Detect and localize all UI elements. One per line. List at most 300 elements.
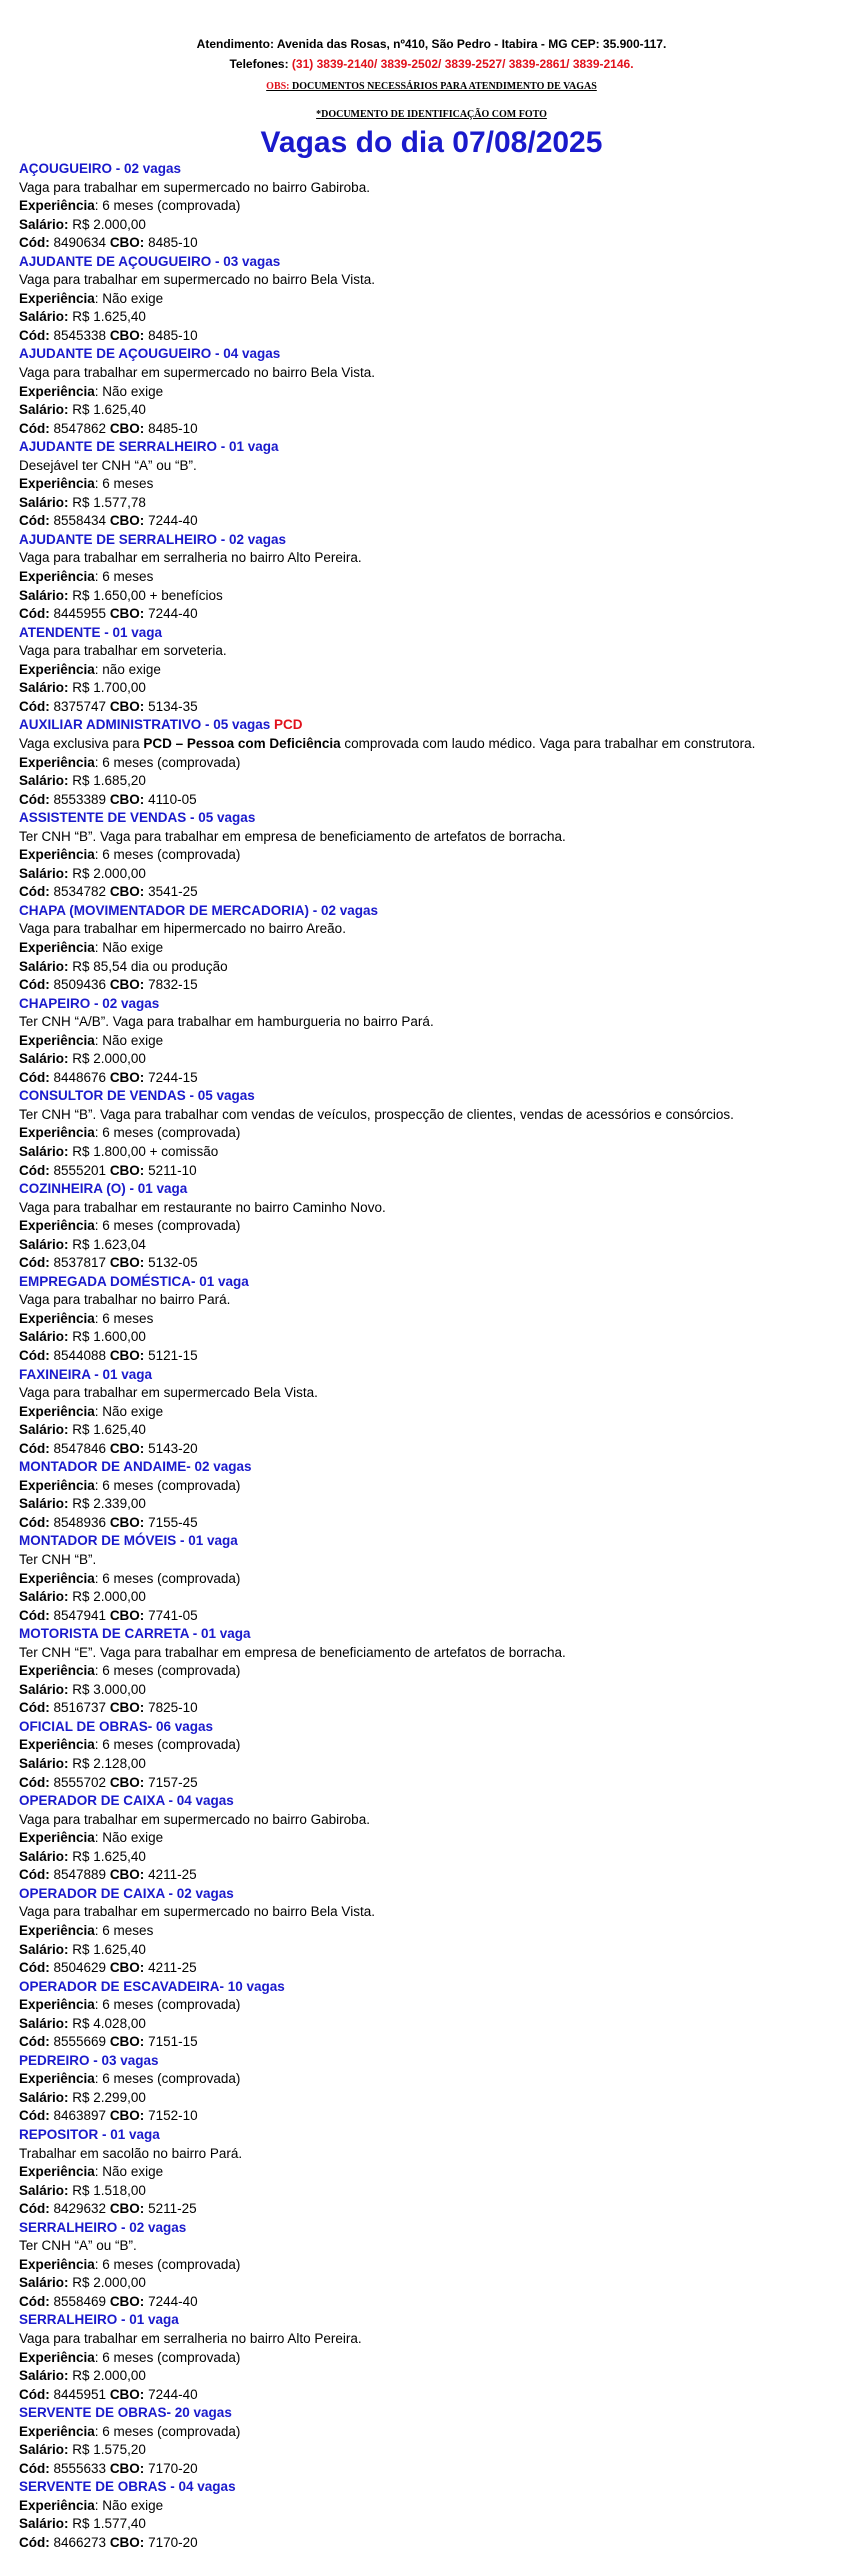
cod-value: 8445955: [49, 606, 110, 622]
job-codes: [19, 1607, 853, 1626]
experience-label: Experiência: [19, 2497, 95, 2513]
experience-value: : 6 meses (comprovada): [94, 2423, 241, 2439]
job-codes: [19, 1254, 853, 1273]
required-document-line: *DOCUMENTO DE IDENTIFICAÇÃO COM FOTO: [316, 109, 547, 120]
salary-value: R$ 1.518,00: [68, 2182, 146, 2198]
job-listing: [19, 1532, 853, 1625]
salary-label: Salário:: [19, 1589, 69, 1605]
job-experience: [19, 383, 853, 402]
job-title-text: OFICIAL DE OBRAS- 06 vagas: [19, 1718, 214, 1734]
job-description: Vaga para trabalhar em serralheria no bairro Alto Pereira.: [19, 550, 362, 566]
page-title: Vagas do dia 07/08/2025: [260, 126, 603, 159]
cbo-value: 7157-25: [144, 1774, 198, 1790]
obs-text: DOCUMENTOS NECESSÁRIOS PARA ATENDIMENTO DE VAGAS: [289, 81, 597, 92]
job-title: [19, 1180, 853, 1199]
salary-value: R$ 2.000,00: [68, 216, 146, 232]
experience-label: Experiência: [19, 1922, 95, 1938]
salary-label: Salário:: [19, 1236, 69, 1252]
job-salary: [19, 1681, 853, 1700]
cbo-value: 5121-15: [144, 1348, 198, 1363]
cod-value: 8555633: [49, 2460, 110, 2476]
salary-value: R$ 2.000,00: [68, 2368, 146, 2384]
job-title: [19, 1458, 853, 1477]
job-experience: [19, 1477, 853, 1496]
job-codes: [19, 976, 853, 995]
salary-label: Salário:: [19, 309, 69, 325]
cbo-value: 7741-05: [144, 1607, 198, 1623]
experience-value: : 6 meses: [94, 476, 154, 492]
job-salary: [19, 958, 853, 977]
cbo-value: 5211-25: [144, 2201, 197, 2217]
cbo-label: CBO:: [109, 2535, 145, 2550]
cbo-value: 7825-10: [144, 1700, 198, 1716]
job-listing: [19, 1180, 853, 1273]
cbo-value: 5143-20: [144, 1440, 198, 1456]
salary-label: Salário:: [19, 1848, 69, 1864]
cod-value: 8445951: [49, 2386, 110, 2402]
cbo-value: 7244-40: [144, 2386, 198, 2402]
job-title: [19, 1978, 853, 1997]
job-experience: [19, 1662, 853, 1681]
job-codes: [19, 2293, 853, 2312]
job-listing: [19, 2478, 853, 2552]
cbo-label: CBO:: [109, 1867, 145, 1883]
cbo-label: CBO:: [109, 1255, 145, 1271]
job-description: Vaga para trabalhar em hipermercado no bairro Areão.: [19, 921, 346, 937]
salary-label: Salário:: [19, 2368, 69, 2384]
job-experience: [19, 1570, 853, 1589]
job-description: Vaga para trabalhar em serralheria no bairro Alto Pereira.: [19, 2330, 362, 2346]
cod-value: 8544088: [49, 1348, 110, 1363]
job-description: Vaga para trabalhar em supermercado Bela Vista.: [19, 1385, 318, 1401]
salary-value: R$ 1.625,40: [68, 1941, 146, 1957]
job-salary: [19, 865, 853, 884]
job-description-part: PCD – Pessoa com Deficiência: [143, 735, 341, 751]
job-listing: [19, 1458, 853, 1532]
salary-value: R$ 2.000,00: [68, 1051, 146, 1067]
job-listing: [19, 716, 853, 809]
cbo-label: CBO:: [109, 2201, 145, 2217]
experience-label: Experiência: [19, 569, 95, 585]
job-title: [19, 809, 853, 828]
cod-label: Cód:: [19, 884, 50, 900]
cod-label: Cód:: [19, 2460, 50, 2476]
salary-label: Salário:: [19, 2442, 69, 2458]
cbo-label: CBO:: [109, 2034, 145, 2050]
job-codes: [19, 234, 853, 253]
page-header: [0, 0, 863, 123]
job-salary: [19, 401, 853, 420]
experience-value: : 6 meses (comprovada): [94, 2349, 241, 2365]
job-experience: [19, 290, 853, 309]
job-title-text: COZINHEIRA (O) - 01 vaga: [19, 1181, 188, 1197]
salary-label: Salário:: [19, 587, 69, 603]
cbo-value: 5132-05: [144, 1255, 198, 1271]
salary-value: R$ 1.800,00 + comissão: [68, 1143, 219, 1159]
cod-value: 8504629: [49, 1960, 110, 1976]
experience-value: : 6 meses (comprovada): [94, 1477, 241, 1493]
experience-label: Experiência: [19, 754, 95, 770]
job-experience: [19, 2256, 853, 2275]
job-description: Ter CNH “E”. Vaga para trabalhar em empresa de beneficiamento de artefatos de borracha.: [19, 1644, 566, 1660]
experience-value: : 6 meses (comprovada): [94, 754, 241, 770]
address-text: Avenida das Rosas, nº410, São Pedro - Itabira - MG CEP: 35.900-117.: [276, 37, 667, 51]
cbo-value: 8485-10: [144, 235, 198, 251]
experience-value: : não exige: [94, 661, 161, 677]
job-list: [0, 160, 863, 2553]
experience-label: Experiência: [19, 2256, 95, 2272]
job-salary: [19, 1495, 853, 1514]
cbo-value: 7155-45: [144, 1514, 198, 1530]
job-codes: [19, 1347, 853, 1366]
job-experience: [19, 1124, 853, 1143]
salary-value: R$ 1.577,78: [68, 494, 146, 510]
job-codes: [19, 327, 853, 346]
cbo-label: CBO:: [109, 791, 145, 807]
job-description: Desejável ter CNH “A” ou “B”.: [19, 457, 197, 473]
cod-label: Cód:: [19, 1774, 50, 1790]
cod-value: 8555669: [49, 2034, 110, 2050]
job-title-text: MONTADOR DE MÓVEIS - 01 vaga: [19, 1533, 238, 1549]
salary-label: Salário:: [19, 2015, 69, 2031]
job-codes: [19, 1866, 853, 1885]
cod-value: 8558469: [49, 2293, 110, 2309]
experience-value: : Não exige: [94, 290, 164, 306]
cod-label: Cód:: [19, 513, 50, 529]
salary-label: Salário:: [19, 1941, 69, 1957]
job-codes: [19, 420, 853, 439]
experience-label: Experiência: [19, 1310, 95, 1326]
job-codes: [19, 512, 853, 531]
cod-label: Cód:: [19, 327, 50, 343]
cbo-value: 7244-40: [144, 606, 198, 622]
job-description: Vaga para trabalhar em supermercado no bairro Bela Vista.: [19, 365, 375, 381]
cod-value: 8547862: [49, 420, 110, 436]
cod-value: 8466273: [49, 2535, 110, 2550]
cod-value: 8555702: [49, 1774, 110, 1790]
job-title-text: CONSULTOR DE VENDAS - 05 vagas: [19, 1088, 255, 1104]
cbo-value: 8485-10: [144, 420, 198, 436]
cod-value: 8534782: [49, 884, 110, 900]
job-experience: [19, 2070, 853, 2089]
cod-label: Cód:: [19, 1162, 50, 1178]
cbo-value: 5134-35: [144, 698, 198, 714]
job-experience: [19, 2349, 853, 2368]
job-title-text: OPERADOR DE ESCAVADEIRA- 10 vagas: [19, 1978, 285, 1994]
salary-value: R$ 2.000,00: [68, 1589, 146, 1605]
job-listing: [19, 1366, 853, 1459]
job-salary: [19, 2274, 853, 2293]
experience-label: Experiência: [19, 1663, 95, 1679]
salary-value: R$ 2.128,00: [68, 1756, 146, 1772]
cbo-label: CBO:: [109, 1348, 145, 1363]
salary-label: Salário:: [19, 1051, 69, 1067]
job-experience: [19, 661, 853, 680]
cbo-label: CBO:: [109, 698, 145, 714]
cod-label: Cód:: [19, 2108, 50, 2124]
salary-value: R$ 3.000,00: [68, 1681, 146, 1697]
job-listing: [19, 438, 853, 531]
salary-label: Salário:: [19, 2516, 69, 2532]
job-description: Ter CNH “A/B”. Vaga para trabalhar em hamburgueria no bairro Pará.: [19, 1014, 434, 1030]
cod-value: 8553389: [49, 791, 110, 807]
job-title-text: CHAPA (MOVIMENTADOR DE MERCADORIA) - 02 vagas: [19, 902, 379, 918]
job-listing: [19, 345, 853, 438]
address-line: [0, 34, 863, 54]
job-title: [19, 1885, 853, 1904]
job-listing: [19, 624, 853, 717]
job-experience: [19, 2163, 853, 2182]
job-experience: [19, 1736, 853, 1755]
job-codes: [19, 1069, 853, 1088]
experience-label: Experiência: [19, 476, 95, 492]
experience-value: : 6 meses: [94, 1310, 154, 1326]
cbo-label: CBO:: [109, 1440, 145, 1456]
experience-value: : Não exige: [94, 2164, 164, 2180]
cod-label: Cód:: [19, 1607, 50, 1623]
job-listing: [19, 809, 853, 902]
phones-label: Telefones:: [229, 57, 289, 71]
job-experience: [19, 754, 853, 773]
salary-label: Salário:: [19, 1681, 69, 1697]
job-listing: [19, 1792, 853, 1885]
job-title-text: SERVENTE DE OBRAS - 04 vagas: [19, 2479, 236, 2495]
experience-value: : 6 meses (comprovada): [94, 1125, 241, 1141]
cod-label: Cód:: [19, 2201, 50, 2217]
job-title-text: AJUDANTE DE SERRALHEIRO - 01 vaga: [19, 439, 279, 455]
cbo-value: 3541-25: [144, 884, 198, 900]
cod-label: Cód:: [19, 2034, 50, 2050]
job-title-text: SERRALHEIRO - 01 vaga: [19, 2312, 179, 2328]
job-title: [19, 2219, 853, 2238]
cod-value: 8516737: [49, 1700, 110, 1716]
job-experience: [19, 939, 853, 958]
cbo-value: 8485-10: [144, 327, 198, 343]
job-codes: [19, 2107, 853, 2126]
job-salary: [19, 1588, 853, 1607]
salary-label: Salário:: [19, 2182, 69, 2198]
cod-value: 8547889: [49, 1867, 110, 1883]
cbo-value: 7152-10: [144, 2108, 198, 2124]
job-salary: [19, 2441, 853, 2460]
cod-label: Cód:: [19, 1960, 50, 1976]
cbo-label: CBO:: [109, 420, 145, 436]
job-title: [19, 345, 853, 364]
salary-value: R$ 1.625,40: [68, 1848, 146, 1864]
job-experience: [19, 1217, 853, 1236]
cbo-label: CBO:: [109, 2293, 145, 2309]
cod-label: Cód:: [19, 2535, 50, 2550]
salary-value: R$ 1.600,00: [68, 1329, 146, 1345]
job-listing: [19, 2311, 853, 2404]
experience-value: : Não exige: [94, 1403, 164, 1419]
job-description: Vaga para trabalhar em supermercado no bairro Gabiroba.: [19, 179, 370, 195]
job-title-text: SERVENTE DE OBRAS- 20 vagas: [19, 2405, 232, 2421]
salary-value: R$ 1.625,40: [68, 1422, 146, 1438]
job-experience: [19, 1032, 853, 1051]
cod-label: Cód:: [19, 1440, 50, 1456]
experience-value: : 6 meses (comprovada): [94, 1663, 241, 1679]
job-description: Vaga para trabalhar em restaurante no bairro Caminho Novo.: [19, 1199, 386, 1215]
cod-label: Cód:: [19, 977, 50, 993]
job-codes: [19, 1514, 853, 1533]
salary-label: Salário:: [19, 216, 69, 232]
job-listing: [19, 1978, 853, 2052]
job-salary: [19, 2089, 853, 2108]
job-description: [19, 735, 853, 754]
cbo-value: 5211-10: [144, 1162, 197, 1178]
job-salary: [19, 308, 853, 327]
cod-label: Cód:: [19, 1700, 50, 1716]
job-title: [19, 995, 853, 1014]
experience-value: : 6 meses (comprovada): [94, 1218, 241, 1234]
job-salary: [19, 772, 853, 791]
job-title-text: OPERADOR DE CAIXA - 04 vagas: [19, 1793, 234, 1809]
job-experience: [19, 846, 853, 865]
cod-value: 8545338: [49, 327, 110, 343]
job-title-text: AÇOUGUEIRO - 02 vagas: [19, 161, 182, 176]
job-listing: [19, 2052, 853, 2126]
job-codes: [19, 791, 853, 810]
job-title: [19, 1532, 853, 1551]
cod-value: 8448676: [49, 1069, 110, 1085]
job-title-text: ATENDENTE - 01 vaga: [19, 624, 163, 640]
salary-label: Salário:: [19, 1756, 69, 1772]
experience-value: : 6 meses (comprovada): [94, 2256, 241, 2272]
job-description: Trabalhar em sacolão no bairro Pará.: [19, 2145, 243, 2161]
cbo-value: 7170-20: [144, 2460, 198, 2476]
job-title-text: CHAPEIRO - 02 vagas: [19, 995, 160, 1011]
job-salary: [19, 1050, 853, 1069]
job-title: [19, 2478, 853, 2497]
cbo-label: CBO:: [109, 2460, 145, 2476]
job-codes: [19, 1440, 853, 1459]
experience-label: Experiência: [19, 1032, 95, 1048]
job-experience: [19, 475, 853, 494]
cod-value: 8558434: [49, 513, 110, 529]
experience-label: Experiência: [19, 2071, 95, 2087]
job-title: [19, 1273, 853, 1292]
cbo-label: CBO:: [109, 1700, 145, 1716]
job-codes: [19, 2460, 853, 2479]
job-salary: [19, 1941, 853, 1960]
cbo-label: CBO:: [109, 606, 145, 622]
job-title: [19, 902, 853, 921]
cbo-value: 7170-20: [144, 2535, 198, 2550]
cod-label: Cód:: [19, 2293, 50, 2309]
salary-value: R$ 1.577,40: [68, 2516, 146, 2532]
job-experience: [19, 2497, 853, 2516]
job-title: [19, 1718, 853, 1737]
job-description: Ter CNH “B”. Vaga para trabalhar em empresa de beneficiamento de artefatos de borracha.: [19, 828, 566, 844]
cbo-value: 7244-40: [144, 513, 198, 529]
experience-value: : 6 meses (comprovada): [94, 1997, 241, 2013]
salary-label: Salário:: [19, 402, 69, 418]
job-title-text: ASSISTENTE DE VENDAS - 05 vagas: [19, 810, 256, 826]
salary-label: Salário:: [19, 680, 69, 696]
job-title-text: EMPREGADA DOMÉSTICA- 01 vaga: [19, 1273, 249, 1289]
job-salary: [19, 679, 853, 698]
cod-value: 8548936: [49, 1514, 110, 1530]
job-title: [19, 2052, 853, 2071]
experience-value: : Não exige: [94, 2497, 164, 2513]
job-salary: [19, 1236, 853, 1255]
experience-label: Experiência: [19, 383, 95, 399]
job-salary: [19, 2515, 853, 2534]
cbo-label: CBO:: [109, 327, 145, 343]
experience-label: Experiência: [19, 1477, 95, 1493]
job-codes: [19, 2534, 853, 2553]
job-description: Vaga para trabalhar em supermercado no bairro Bela Vista.: [19, 272, 375, 288]
job-codes: [19, 2200, 853, 2219]
cbo-label: CBO:: [109, 2386, 145, 2402]
job-experience: [19, 2423, 853, 2442]
job-experience: [19, 1922, 853, 1941]
experience-label: Experiência: [19, 290, 95, 306]
job-description: Ter CNH “B”. Vaga para trabalhar com vendas de veículos, prospecção de clientes, vendas de acessórios e consórcios.: [19, 1106, 734, 1122]
cbo-value: 7151-15: [144, 2034, 198, 2050]
salary-value: R$ 1.650,00 + benefícios: [68, 587, 223, 603]
salary-value: R$ 2.000,00: [68, 2275, 146, 2291]
experience-label: Experiência: [19, 1997, 95, 2013]
job-title: [19, 438, 853, 457]
experience-value: : Não exige: [94, 383, 164, 399]
job-codes: [19, 1699, 853, 1718]
cod-label: Cód:: [19, 1255, 50, 1271]
job-description: Vaga para trabalhar em supermercado no bairro Bela Vista.: [19, 1904, 375, 1920]
job-listing: [19, 2219, 853, 2312]
cbo-label: CBO:: [109, 1960, 145, 1976]
cod-value: 8490634: [49, 235, 110, 251]
phones-text: (31) 3839-2140/ 3839-2502/ 3839-2527/ 3839-2861/ 3839-2146.: [291, 57, 634, 71]
cod-value: 8429632: [49, 2201, 110, 2217]
cbo-label: CBO:: [109, 977, 145, 993]
job-title-text: AUXILIAR ADMINISTRATIVO - 05 vagas: [19, 717, 271, 733]
cbo-value: 4110-05: [144, 791, 197, 807]
job-listing: [19, 1718, 853, 1792]
job-title: [19, 2311, 853, 2330]
job-listing: [19, 995, 853, 1088]
job-salary: [19, 587, 853, 606]
cod-label: Cód:: [19, 1867, 50, 1883]
cod-value: 8509436: [49, 977, 110, 993]
experience-value: : 6 meses (comprovada): [94, 847, 241, 863]
job-title-text: AJUDANTE DE AÇOUGUEIRO - 04 vagas: [19, 346, 281, 362]
experience-label: Experiência: [19, 1125, 95, 1141]
salary-value: R$ 1.575,20: [68, 2442, 146, 2458]
cod-label: Cód:: [19, 1348, 50, 1363]
job-title-text: AJUDANTE DE AÇOUGUEIRO - 03 vagas: [19, 253, 281, 269]
experience-value: : Não exige: [94, 1032, 164, 1048]
job-title-text: FAXINEIRA - 01 vaga: [19, 1366, 153, 1382]
job-experience: [19, 1996, 853, 2015]
job-title-text: AJUDANTE DE SERRALHEIRO - 02 vagas: [19, 531, 287, 547]
job-description: Vaga para trabalhar no bairro Pará.: [19, 1292, 231, 1308]
cod-label: Cód:: [19, 606, 50, 622]
job-salary: [19, 1848, 853, 1867]
job-experience: [19, 1310, 853, 1329]
salary-value: R$ 85,54 dia ou produção: [68, 958, 228, 974]
job-title: [19, 1792, 853, 1811]
cod-value: 8375747: [49, 698, 110, 714]
cbo-value: 7244-40: [144, 2293, 198, 2309]
cod-label: Cód:: [19, 2386, 50, 2402]
cod-label: Cód:: [19, 1514, 50, 1530]
job-experience: [19, 568, 853, 587]
experience-label: Experiência: [19, 1737, 95, 1753]
salary-label: Salário:: [19, 1422, 69, 1438]
cod-label: Cód:: [19, 698, 50, 714]
